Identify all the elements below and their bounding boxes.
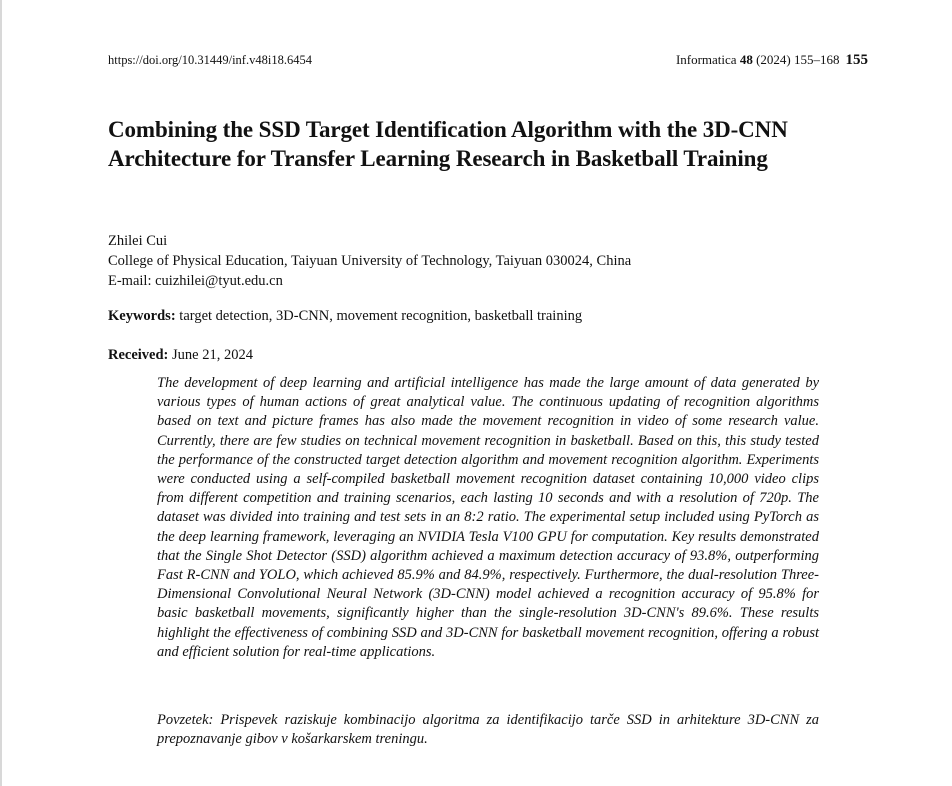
author-block [108, 231, 868, 291]
journal-year-pages: (2024) 155–168 [756, 52, 840, 67]
abstract-text: The development of deep learning and artificial intelligence has made the large amount of data generated by various types of human actions of great analytical value. The continuous updating of recognition algorithms based on text and picture frames has also made the movement recognition in video of some research value. Currently, there are few studies on technical movement recognition in basketball. Based on this, this study tested the performance of the constructed target detection algorithm and movement recognition algorithm. Experiments were conducted using a self-compiled basketball movement recognition dataset containing 10,000 video clips from different competition and training scenarios, each lasting 10 seconds and with a resolution of 720p. The dataset was divided into training and test sets in an 8:2 ratio. The experimental setup included using PyTorch as the deep learning framework, leveraging an NVIDIA Tesla V100 GPU for computation. Key results demonstrated that the Single Shot Detector (SSD) algorithm achieved a maximum detection accuracy of 93.8%, outperforming Fast R-CNN and YOLO, which achieved 85.9% and 84.9%, respectively. Furthermore, the dual-resolution Three-Dimensional Convolutional Neural Network (3D-CNN) model achieved a recognition accuracy of 95.8% for basic basketball movements, significantly higher than the single-resolution 3D-CNN's 89.6%. These results highlight the effectiveness of combining SSD and 3D-CNN for basketball movement recognition, offering a robust and efficient solution for real-time applications. [157, 375, 819, 660]
author-affiliation: College of Physical Education, Taiyuan University of Technology, Taiyuan 030024, China [108, 253, 632, 269]
page-number: 155 [845, 52, 868, 68]
running-header [108, 52, 868, 72]
journal-citation [676, 52, 868, 69]
paper-title: Combining the SSD Target Identification Algorithm with the 3D-CNN Architecture for Transfer Learning Research in Basketball Training [108, 117, 788, 171]
keywords-text: target detection, 3D-CNN, movement recognition, basketball training [179, 308, 583, 324]
received-line [108, 345, 868, 365]
journal-volume: 48 [739, 52, 753, 67]
doi-link[interactable]: https://doi.org/10.31449/inf.v48i18.6454 [108, 53, 312, 67]
received-label: Received: [108, 347, 169, 363]
povzetek-text: Povzetek: Prispevek raziskuje kombinacijo algoritma za identifikacijo tarče SSD in arhitekture 3D-CNN za prepoznavanje gibov v košarkarskem treningu. [157, 712, 819, 748]
keywords-label: Keywords: [108, 308, 176, 324]
received-date: June 21, 2024 [172, 347, 253, 363]
author-name: Zhilei Cui [108, 233, 168, 249]
author-email: E-mail: cuizhilei@tyut.edu.cn [108, 273, 283, 289]
journal-name: Informatica [675, 52, 737, 67]
keywords-line [108, 306, 868, 326]
page-left-edge [0, 0, 2, 786]
